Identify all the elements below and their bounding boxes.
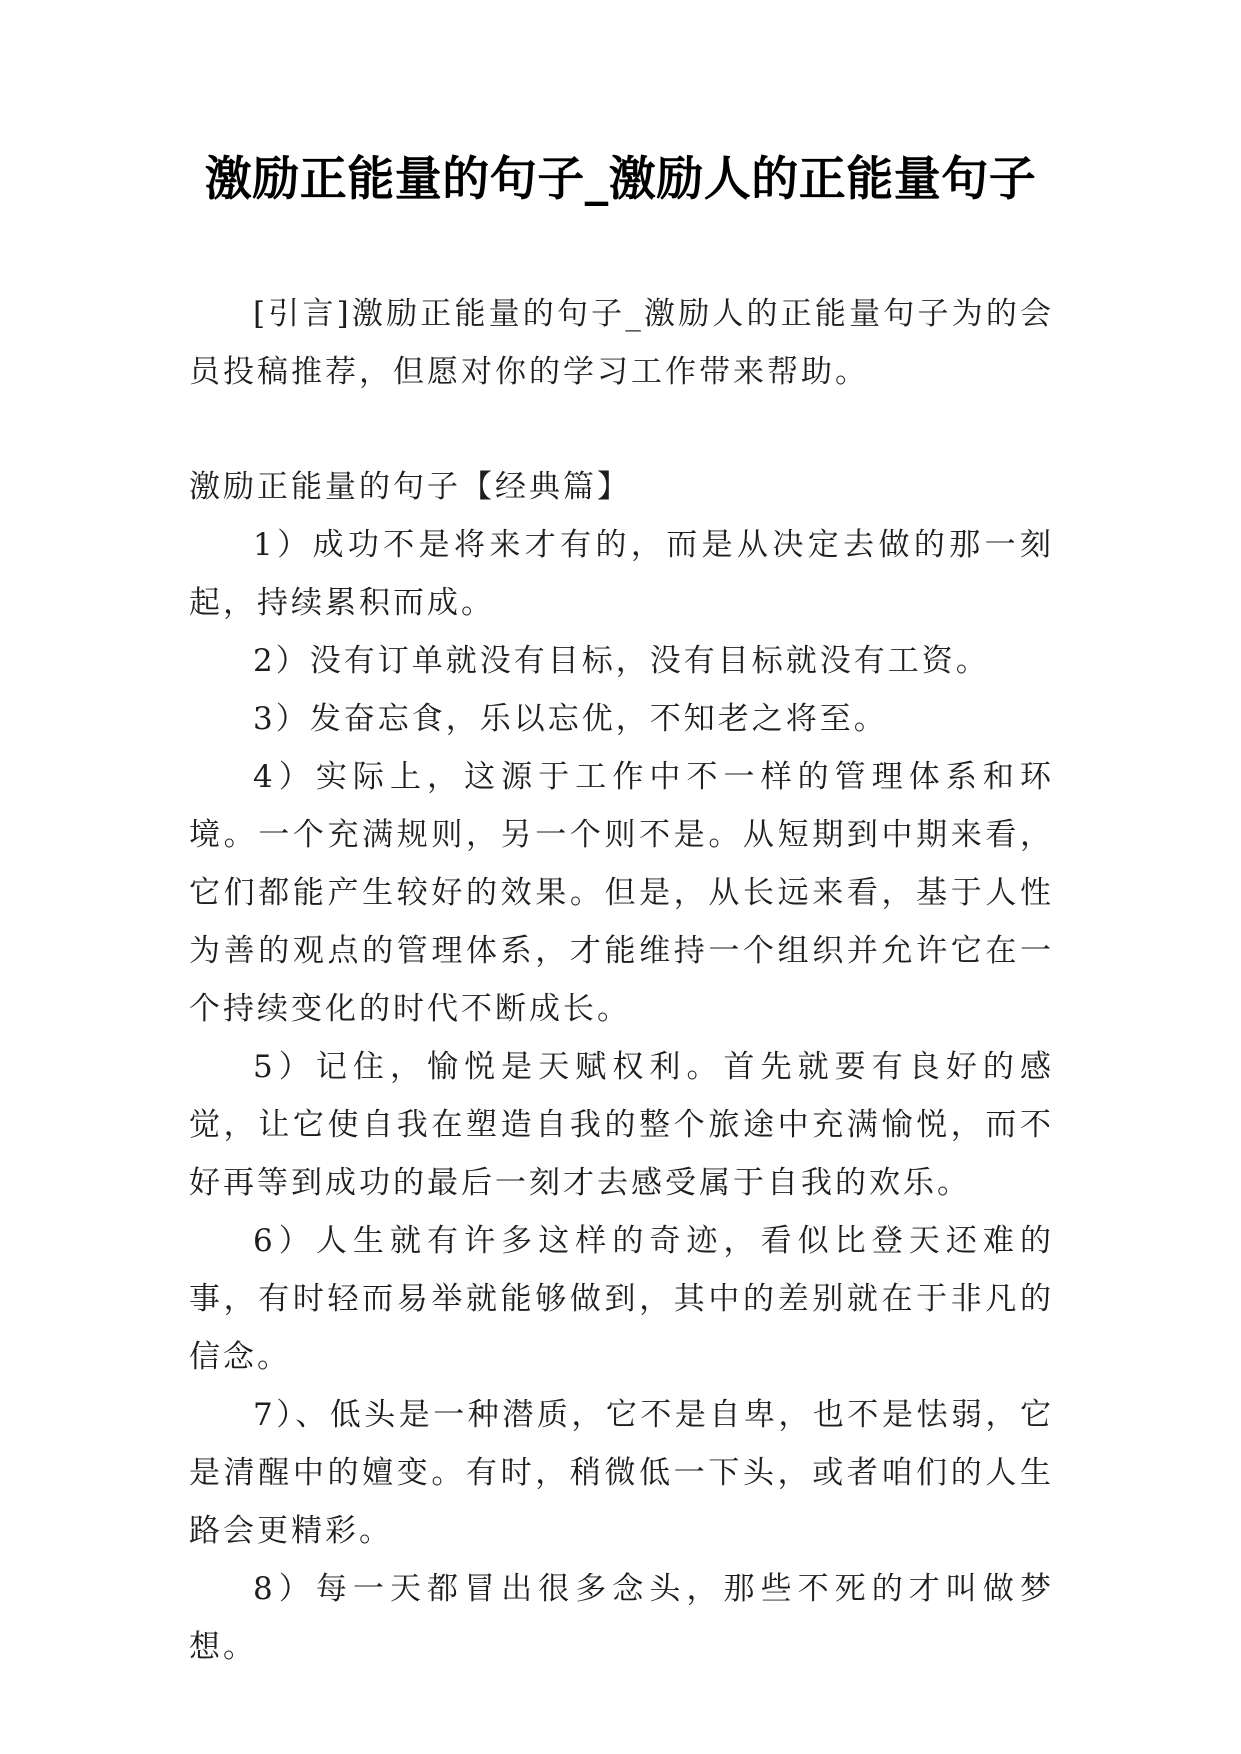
intro-paragraph: [引言]激励正能量的句子_激励人的正能量句子为的会员投稿推荐，但愿对你的学习工作带来帮助。: [189, 296, 1054, 390]
quote-item-5: 5）记住，愉悦是天赋权利。首先就要有良好的感觉，让它使自我在塑造自我的整个旅途中充满愉悦，而不好再等到成功的最后一刻才去感受属于自我的欢乐。: [189, 1049, 1054, 1201]
quote-item-8: 8）每一天都冒出很多念头，那些不死的才叫做梦想。: [189, 1571, 1054, 1665]
quote-item-6: 6）人生就有许多这样的奇迹，看似比登天还难的事，有时轻而易举就能够做到，其中的差别就在于非凡的信念。: [189, 1223, 1054, 1375]
quote-item-7: 7）、低头是一种潜质，它不是自卑，也不是怯弱，它是清醒中的嬗变。有时，稍微低一下头，或者咱们的人生路会更精彩。: [189, 1397, 1054, 1549]
quote-item-2: 2）没有订单就没有目标，没有目标就没有工资。: [253, 643, 990, 679]
section-heading: 激励正能量的句子【经典篇】: [189, 469, 631, 505]
intro-block: [189, 285, 1054, 401]
quote-item-1: 1）成功不是将来才有的，而是从决定去做的那一刻起，持续累积而成。: [189, 527, 1054, 621]
document-title: 激励正能量的句子_激励人的正能量句子: [204, 152, 1037, 207]
quote-item-3: 3）发奋忘食，乐以忘优，不知老之将至。: [253, 701, 888, 737]
quotes-section: [189, 458, 1054, 1676]
quote-item-4: 4）实际上，这源于工作中不一样的管理体系和环境。一个充满规则，另一个则不是。从短期到中期来看，它们都能产生较好的效果。但是，从长远来看，基于人性为善的观点的管理体系，才能维持一个组织并允许它在一个持续变化的时代不断成长。: [189, 759, 1054, 1027]
